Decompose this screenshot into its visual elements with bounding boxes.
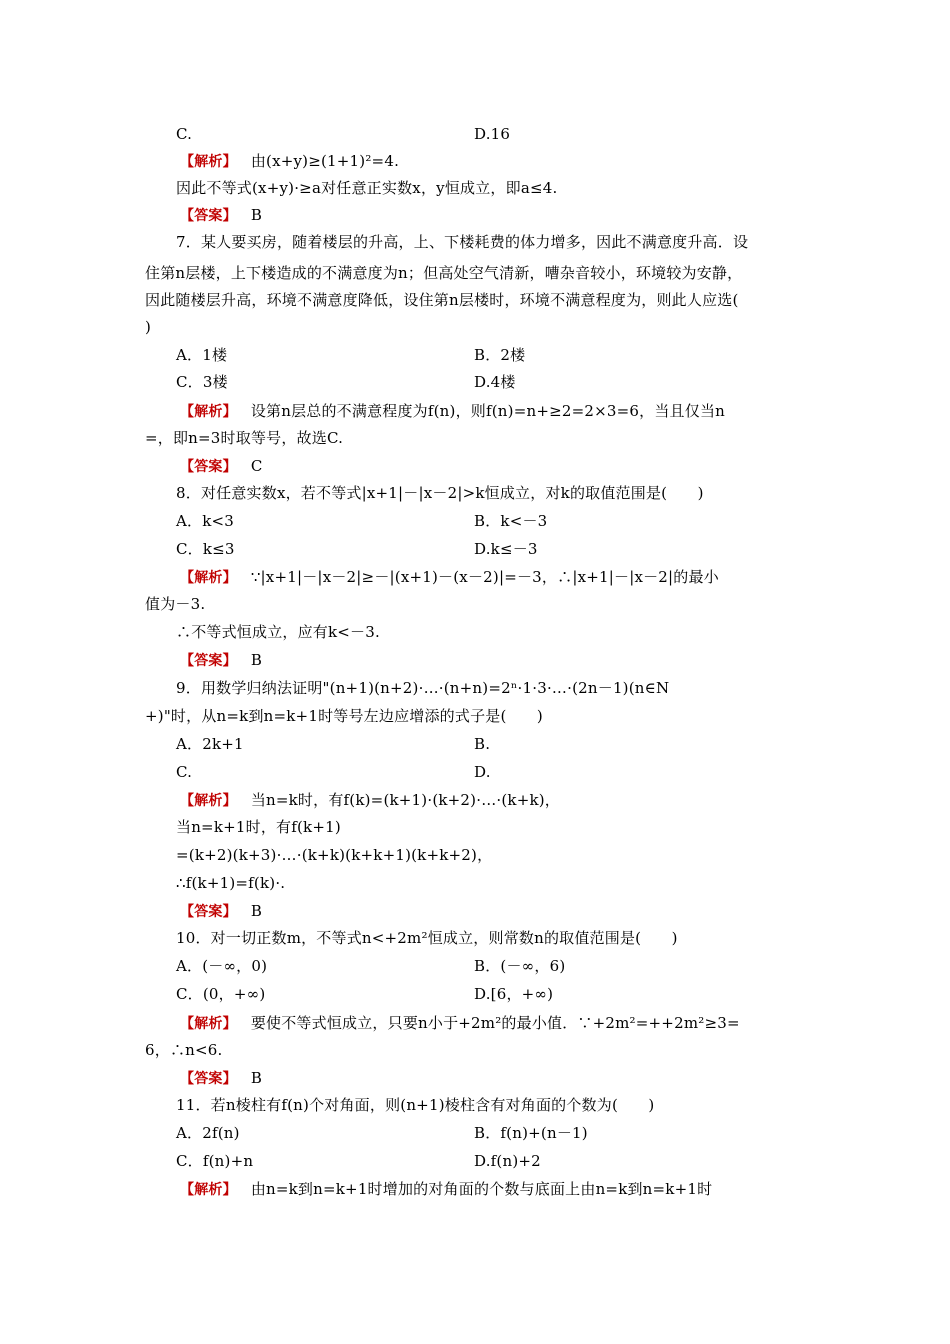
q7-analysis-text: 设第n层总的不满意程度为f(n)，则f(n)=n+≥2=2×3=6，当且仅当n [250, 402, 726, 420]
q10-analysis-text: 要使不等式恒成立，只要n小于+2m²的最小值．∵+2m²=++2m²≥3= [250, 1014, 740, 1032]
q11-option-c: C．f(n)+n [176, 1152, 254, 1170]
q8-answer [180, 650, 262, 671]
answer-tag: 【答案】 [180, 208, 237, 224]
q8-analysis-text: ∵|x+1|－|x－2|≥－|(x+1)－(x－2)|=－3，∴|x+1|－|x－2|的最小 [250, 568, 719, 586]
q11-analysis-text: 由n=k到n=k+1时增加的对角面的个数与底面上由n=k到n=k+1时 [250, 1180, 713, 1198]
q8-answer-value: B [250, 651, 263, 669]
q7-option-b: B．2楼 [474, 346, 526, 364]
q10-option-c: C．(0，+∞) [176, 985, 266, 1003]
q6-answer-value: B [250, 206, 263, 224]
q8-option-a: A．k<3 [176, 512, 235, 530]
q9-analysis-line2: 当n=k+1时，有f(k+1) [176, 818, 341, 836]
q9-answer [180, 901, 262, 922]
q7-stem-line3: 因此随楼层升高，环境不满意度降低，设住第n层楼时，环境不满意程度为，则此人应选( [145, 291, 739, 309]
q11-stem-line1: 11．若n棱柱有f(n)个对角面，则(n+1)棱柱含有对角面的个数为( ) [176, 1096, 655, 1114]
q8-analysis [180, 567, 719, 588]
q7-stem-line4: ) [145, 318, 152, 336]
analysis-tag: 【解析】 [180, 793, 237, 809]
q9-analysis-line4: ∴f(k+1)=f(k)·. [176, 874, 286, 892]
q6-answer [180, 205, 262, 226]
answer-tag: 【答案】 [180, 1071, 237, 1087]
analysis-tag: 【解析】 [180, 1016, 237, 1032]
q11-option-b: B．f(n)+(n－1) [474, 1124, 588, 1142]
q8-analysis-line3: ∴不等式恒成立，应有k<－3. [176, 623, 380, 641]
q9-analysis [180, 790, 560, 811]
q10-answer-value: B [250, 1069, 263, 1087]
q9-option-b: B. [474, 735, 491, 753]
q9-option-d: D. [474, 763, 491, 781]
q9-stem-line2: +)"时，从n=k到n=k+1时等号左边应增添的式子是( ) [145, 707, 543, 725]
q11-option-d: D.f(n)+2 [474, 1152, 541, 1170]
q8-option-b: B．k<－3 [474, 512, 548, 530]
q8-option-d: D.k≤－3 [474, 540, 538, 558]
answer-tag: 【答案】 [180, 904, 237, 920]
q9-analysis-text: 当n=k时，有f(k)=(k+1)·(k+2)·…·(k+k)， [250, 791, 561, 809]
q9-option-a: A．2k+1 [176, 735, 244, 753]
q9-analysis-line3: =(k+2)(k+3)·…·(k+k)(k+k+1)(k+k+2)， [176, 846, 493, 864]
q10-stem-line1: 10．对一切正数m，不等式n<+2m²恒成立，则常数n的取值范围是( ) [176, 929, 678, 947]
q10-answer [180, 1068, 262, 1089]
q9-stem-line1: 9．用数学归纳法证明"(n+1)(n+2)·…·(n+n)=2ⁿ·1·3·…·(2n－1)(n∈N [176, 679, 670, 697]
q6-analysis-line2: 因此不等式(x+y)·≥a对任意正实数x，y恒成立，即a≤4. [176, 179, 558, 197]
q8-stem-line1: 8．对任意实数x，若不等式|x+1|－|x－2|>k恒成立，对k的取值范围是( ) [176, 484, 704, 502]
q7-option-a: A．1楼 [176, 346, 228, 364]
q6-analysis [180, 151, 399, 172]
q6-option-c: C. [176, 125, 193, 143]
analysis-tag: 【解析】 [180, 1182, 237, 1198]
q7-stem-line1: 7．某人要买房，随着楼层的升高，上、下楼耗费的体力增多，因此不满意度升高．设 [176, 233, 749, 251]
q7-stem-line2: 住第n层楼，上下楼造成的不满意度为n；但高处空气清新，嘈杂音较小，环境较为安静， [145, 264, 743, 282]
q11-option-a: A．2f(n) [176, 1124, 240, 1142]
analysis-tag: 【解析】 [180, 404, 237, 420]
answer-tag: 【答案】 [180, 653, 237, 669]
q9-option-c: C. [176, 763, 193, 781]
q10-analysis [180, 1013, 740, 1034]
q7-answer-value: C [250, 457, 263, 475]
q10-option-d: D.[6，+∞) [474, 985, 554, 1003]
q7-analysis-line2: =，即n=3时取等号，故选C. [145, 429, 344, 447]
q7-option-c: C．3楼 [176, 373, 228, 391]
q7-option-d: D.4楼 [474, 373, 516, 391]
q10-analysis-line2: 6，∴n<6. [145, 1041, 223, 1059]
q8-option-c: C．k≤3 [176, 540, 235, 558]
q6-analysis-text: 由(x+y)≥(1+1)²=4. [250, 152, 400, 170]
q8-analysis-line2: 值为－3. [145, 595, 206, 613]
q10-option-a: A．(－∞，0) [176, 957, 268, 975]
q9-answer-value: B [250, 902, 263, 920]
q7-answer [180, 456, 263, 477]
q11-analysis [180, 1179, 712, 1200]
analysis-tag: 【解析】 [180, 570, 237, 586]
q10-option-b: B．(－∞，6) [474, 957, 566, 975]
q7-analysis [180, 401, 725, 422]
answer-tag: 【答案】 [180, 459, 237, 475]
analysis-tag: 【解析】 [180, 154, 237, 170]
q6-option-d: D.16 [474, 125, 511, 143]
